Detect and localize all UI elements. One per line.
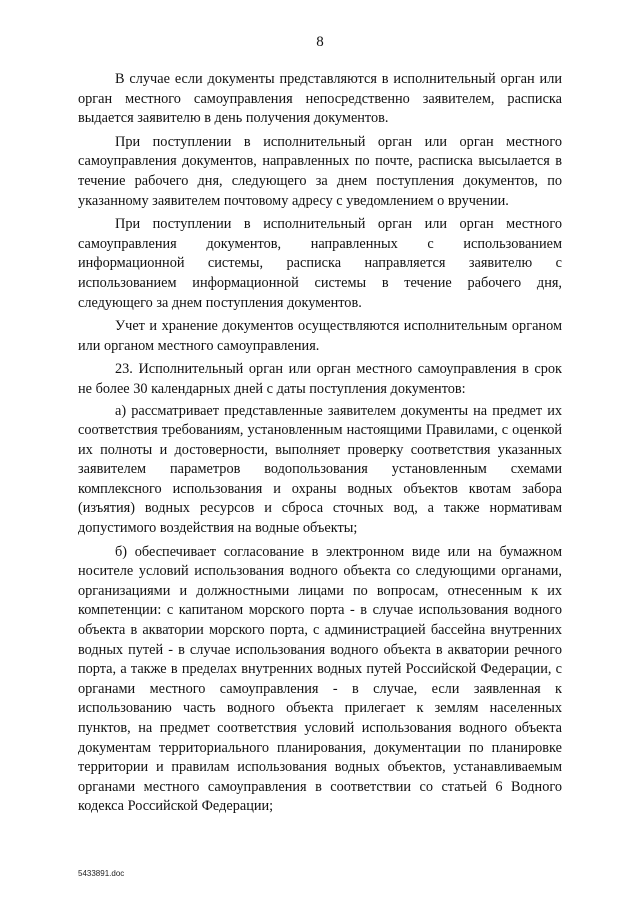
paragraph-receipt-by-mail: При поступлении в исполнительный орган или орган местного самоуправления документов, направленных по почте, расписка высылается в течение рабочего дня, следующего за днем поступления документов, по указанному заявителем почтовому адресу с уведомлением о вручении.: [78, 133, 562, 209]
footer-filename: 5433891.doc: [78, 869, 125, 878]
paragraph-accounting-storage: Учет и хранение документов осуществляются исполнительным органом или органом местного самоуправления.: [78, 318, 562, 354]
paragraph-receipt-in-person: В случае если документы представляются в исполнительный орган или орган местного самоуправления непосредственно заявителем, расписка выдается заявителю в день получения документов.: [78, 71, 562, 127]
paragraph-item-23: 23. Исполнительный орган или орган местного самоуправления в срок не более 30 календарных дней с даты поступления документов:: [78, 361, 562, 397]
paragraph-item-23-b: б) обеспечивает согласование в электронном виде или на бумажном носителе условий использования водного объекта со следующими органами, организациями и должностными лицами по вопросам, отнесенным к их компетенции: с капитаном морского порта - в случае использования водного объекта в акватории морского порта, с администрацией бассейна внутренних водных путей - в случае использования водного объекта в акватории речного порта, а также в пределах внутренних водных путей Российской Федерации, с органами местного самоуправления - в случае, если заявленная к использованию часть водного объекта прилегает к землям населенных пунктов, на предмет соответствия условий использования водного объекта документам территориального планирования, документации по планировке территории и правилам использования водных объектов, устанавливаемым органами местного самоуправления в соответствии со статьей 6 Водного кодекса Российской Федерации;: [78, 543, 562, 815]
document-body: [78, 70, 562, 821]
page-number: 8: [316, 34, 324, 50]
paragraph-receipt-info-system: При поступлении в исполнительный орган или орган местного самоуправления документов, направленных с использованием информационной системы, расписка направляется заявителю с использованием информационной системы в течение рабочего дня, следующего за днем поступления документов.: [78, 216, 562, 311]
paragraph-item-23-a: а) рассматривает представленные заявителем документы на предмет их соответствия требованиям, установленным настоящими Правилами, с оценкой их полноты и достоверности, выполняет проверку соответствия указанных заявителем параметров водопользования установленным схемами комплексного использования и охраны водных объектов квотам забора (изъятия) водных ресурсов и сброса сточных вод, а также нормативам допустимого воздействия на водные объекты;: [78, 402, 562, 537]
